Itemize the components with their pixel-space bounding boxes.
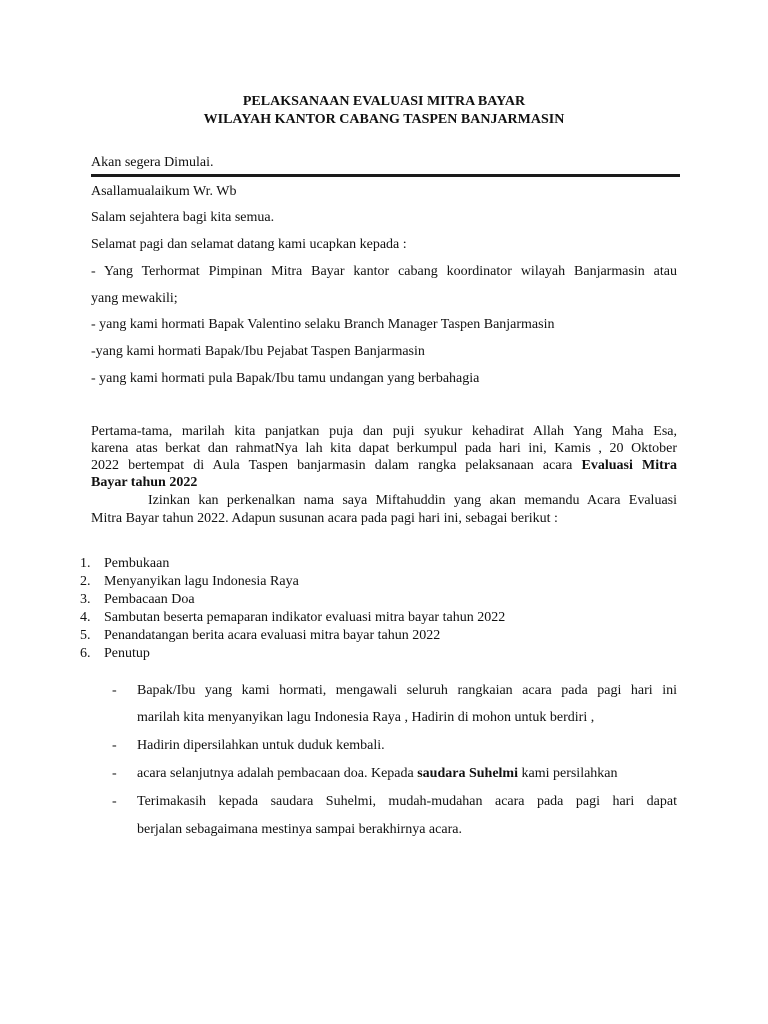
agenda-number: 4. <box>80 610 91 625</box>
honor-line-1b: yang mewakili; <box>91 291 178 306</box>
note-dash: - <box>112 683 117 698</box>
greeting-salam: Asallamualaikum Wr. Wb <box>91 184 237 199</box>
agenda-number: 6. <box>80 646 91 661</box>
agenda-text: Menyanyikan lagu Indonesia Raya <box>104 574 299 589</box>
agenda-item <box>80 610 505 626</box>
agenda-item <box>80 574 299 590</box>
agenda-number: 1. <box>80 556 91 571</box>
agenda-item <box>80 592 195 608</box>
agenda-number: 2. <box>80 574 91 589</box>
note-4-line-1: Terimakasih kepada saudara Suhelmi, mudah-mudahan acara pada pagi hari dapat <box>137 794 677 809</box>
note-3 <box>137 766 618 782</box>
agenda-number: 5. <box>80 628 91 643</box>
agenda-text: Penutup <box>104 646 150 661</box>
paragraph-1-line-2: karena atas berkat dan rahmatNya lah kita dapat berkumpul pada hari ini, Kamis , 20 Oktober <box>91 441 677 456</box>
agenda-item <box>80 628 440 644</box>
note-4-line-2: berjalan sebagaimana mestinya sampai berakhirnya acara. <box>137 822 462 837</box>
agenda-number: 3. <box>80 592 91 607</box>
honor-line-4: - yang kami hormati pula Bapak/Ibu tamu undangan yang berbahagia <box>91 371 480 386</box>
document-title-line-1: PELAKSANAAN EVALUASI MITRA BAYAR <box>242 94 526 109</box>
opening-start: Akan segera Dimulai. <box>91 155 214 170</box>
honor-line-3: -yang kami hormati Bapak/Ibu Pejabat Taspen Banjarmasin <box>91 344 425 359</box>
welcome-line: Selamat pagi dan selamat datang kami ucapkan kepada : <box>91 237 407 252</box>
honor-line-2: - yang kami hormati Bapak Valentino selaku Branch Manager Taspen Banjarmasin <box>91 317 555 332</box>
honor-line-1a: - Yang Terhormat Pimpinan Mitra Bayar kantor cabang koordinator wilayah Banjarmasin atau <box>91 264 677 279</box>
agenda-text: Penandatangan berita acara evaluasi mitra bayar tahun 2022 <box>104 628 441 643</box>
agenda-text: Sambutan beserta pemaparan indikator evaluasi mitra bayar tahun 2022 <box>104 610 506 625</box>
note-3-post: kami persilahkan <box>521 766 618 781</box>
horizontal-rule <box>91 174 680 177</box>
note-1-line-2: marilah kita menyanyikan lagu Indonesia Raya , Hadirin di mohon untuk berdiri , <box>137 710 595 725</box>
greeting-sejahtera: Salam sejahtera bagi kita semua. <box>91 210 275 225</box>
paragraph-2-line-2: Mitra Bayar tahun 2022. Adapun susunan acara pada pagi hari ini, sebagai berikut : <box>91 511 558 526</box>
paragraph-1-line-3 <box>91 458 677 474</box>
agenda-item <box>80 556 169 572</box>
event-name-bold: Evaluasi Mitra <box>581 458 677 473</box>
paragraph-2-line-1: Izinkan kan perkenalkan nama saya Miftahuddin yang akan memandu Acara Evaluasi <box>148 493 677 508</box>
event-name-bold-continued: Bayar tahun 2022 <box>91 475 198 490</box>
note-dash: - <box>112 766 117 781</box>
note-dash: - <box>112 794 117 809</box>
note-3-pre: acara selanjutnya adalah pembacaan doa. Kepada <box>137 766 414 781</box>
document-title-line-2: WILAYAH KANTOR CABANG TASPEN BANJARMASIN <box>203 112 565 127</box>
agenda-item <box>80 646 150 662</box>
note-dash: - <box>112 738 117 753</box>
agenda-text: Pembacaan Doa <box>104 592 195 607</box>
note-1-line-1: Bapak/Ibu yang kami hormati, mengawali seluruh rangkaian acara pada pagi hari ini <box>137 683 677 698</box>
agenda-text: Pembukaan <box>104 556 170 571</box>
note-3-name-bold: saudara Suhelmi <box>417 766 518 781</box>
paragraph-1-line-3-text: 2022 bertempat di Aula Taspen banjarmasin dalam rangka pelaksanaan acara <box>91 458 573 473</box>
note-2: Hadirin dipersilahkan untuk duduk kembali. <box>137 738 385 753</box>
paragraph-1-line-1: Pertama-tama, marilah kita panjatkan puja dan puji syukur kehadirat Allah Yang Maha Esa, <box>91 424 677 439</box>
